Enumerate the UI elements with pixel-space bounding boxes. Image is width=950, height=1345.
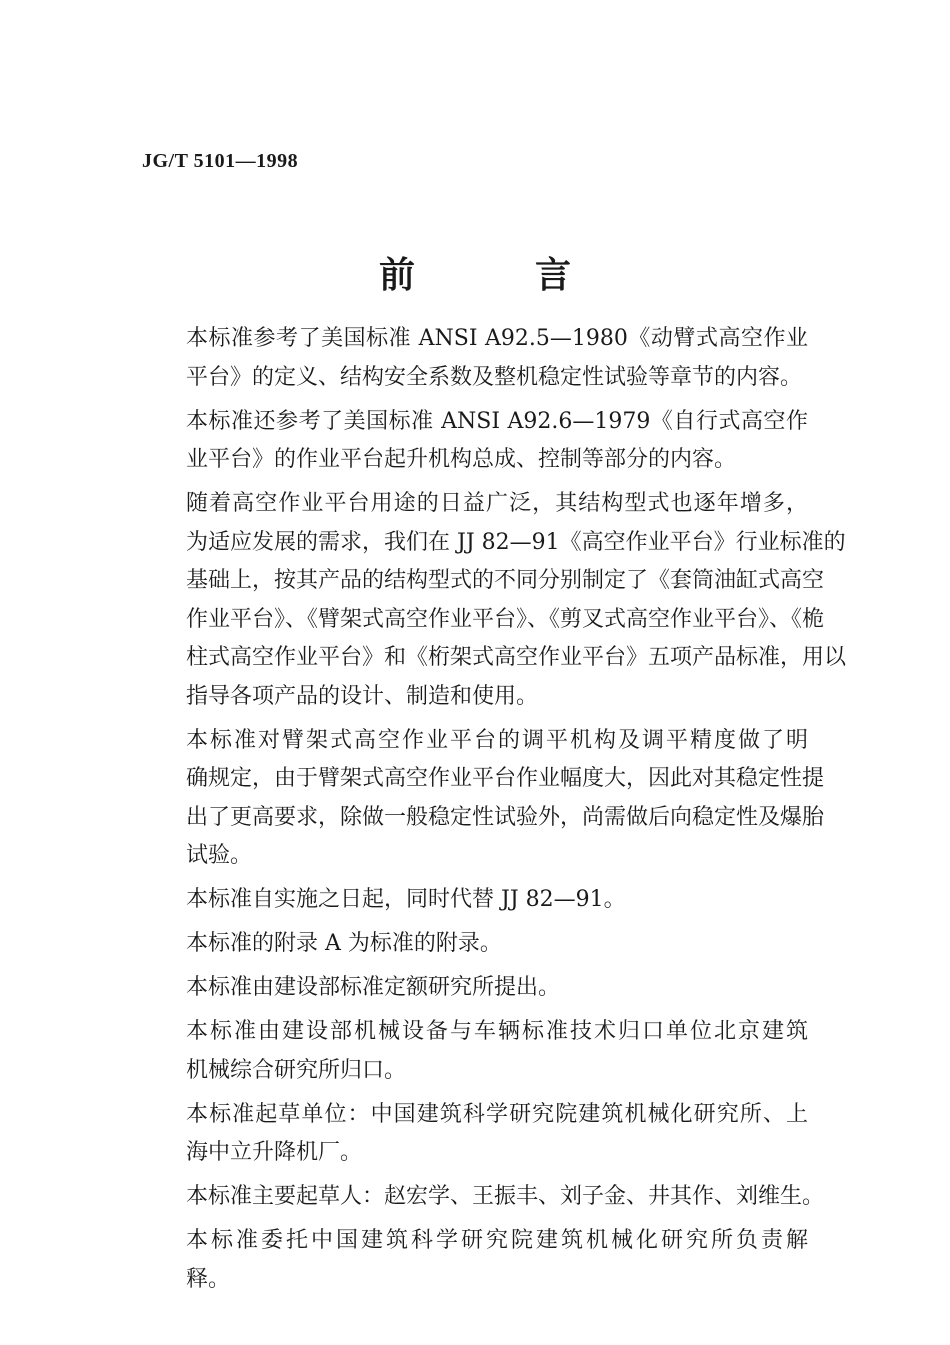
foreword-paragraph	[142, 722, 825, 876]
paragraph-line: 指导各项产品的设计、制造和使用。	[186, 683, 539, 709]
paragraph-line: 为适应发展的需求，我们在 JJ 82—91《高空作业平台》行业标准的	[186, 529, 846, 555]
paragraph-line: 机械综合研究所归口。	[186, 1057, 407, 1083]
foreword-paragraph	[142, 1096, 808, 1173]
paragraph-line: 本标准起草单位：中国建筑科学研究院建筑机械化研究所、上	[186, 1101, 808, 1127]
paragraph-line: 本标准的附录 A 为标准的附录。	[186, 931, 502, 956]
foreword-paragraph	[142, 485, 847, 716]
foreword-paragraph	[142, 1222, 808, 1299]
paragraph-line: 释。	[186, 1266, 231, 1292]
paragraph-line: 本标准对臂架式高空作业平台的调平机构及调平精度做了明	[186, 727, 808, 753]
document-code: JG/T 5101—1998	[142, 150, 299, 172]
paragraph-line: 本标准主要起草人：赵宏学、王振丰、刘子金、井其作、刘维生。	[186, 1184, 825, 1209]
paragraph-line: 本标准委托中国建筑科学研究院建筑机械化研究所负责解	[186, 1228, 808, 1253]
paragraph-line: 本标准由建设部机械设备与车辆标准技术归口单位北京建筑	[186, 1019, 808, 1044]
paragraph-line: 确规定，由于臂架式高空作业平台作业幅度大，因此对其稳定性提	[186, 766, 825, 791]
foreword-paragraph	[142, 1178, 825, 1217]
paragraph-line: 出了更高要求，除做一般稳定性试验外，尚需做后向稳定性及爆胎	[186, 804, 825, 830]
paragraph-line: 基础上，按其产品的结构型式的不同分别制定了《套筒油缸式高空	[186, 568, 825, 593]
paragraph-line: 试验。	[186, 843, 253, 868]
paragraph-line: 本标准由建设部标准定额研究所提出。	[186, 975, 561, 1000]
paragraph-line: 柱式高空作业平台》和《桁架式高空作业平台》五项产品标准，用以	[186, 645, 847, 670]
foreword-paragraph	[142, 969, 808, 1008]
foreword-paragraph	[142, 320, 808, 397]
paragraph-line: 本标准自实施之日起，同时代替 JJ 82—91。	[186, 887, 626, 912]
foreword-paragraph	[142, 881, 808, 920]
foreword-paragraph	[142, 403, 808, 480]
paragraph-line: 随着高空作业平台用途的日益广泛，其结构型式也逐年增多，	[186, 491, 808, 516]
foreword-paragraph	[142, 1013, 808, 1090]
foreword-body	[142, 320, 847, 1305]
paragraph-line: 本标准参考了美国标准 ANSI A92.5—1980《动臂式高空作业	[186, 326, 808, 351]
paragraph-line: 本标准还参考了美国标准 ANSI A92.6—1979《自行式高空作	[186, 408, 808, 434]
foreword-paragraph	[142, 925, 808, 964]
paragraph-line: 作业平台》、《臂架式高空作业平台》、《剪叉式高空作业平台》、《桅	[186, 606, 825, 632]
paragraph-line: 海中立升降机厂。	[186, 1140, 363, 1165]
paragraph-line: 平台》的定义、结构安全系数及整机稳定性试验等章节的内容。	[186, 364, 803, 390]
page-title: 前言	[378, 255, 691, 296]
paragraph-line: 业平台》的作业平台起升机构总成、控制等部分的内容。	[186, 447, 737, 472]
